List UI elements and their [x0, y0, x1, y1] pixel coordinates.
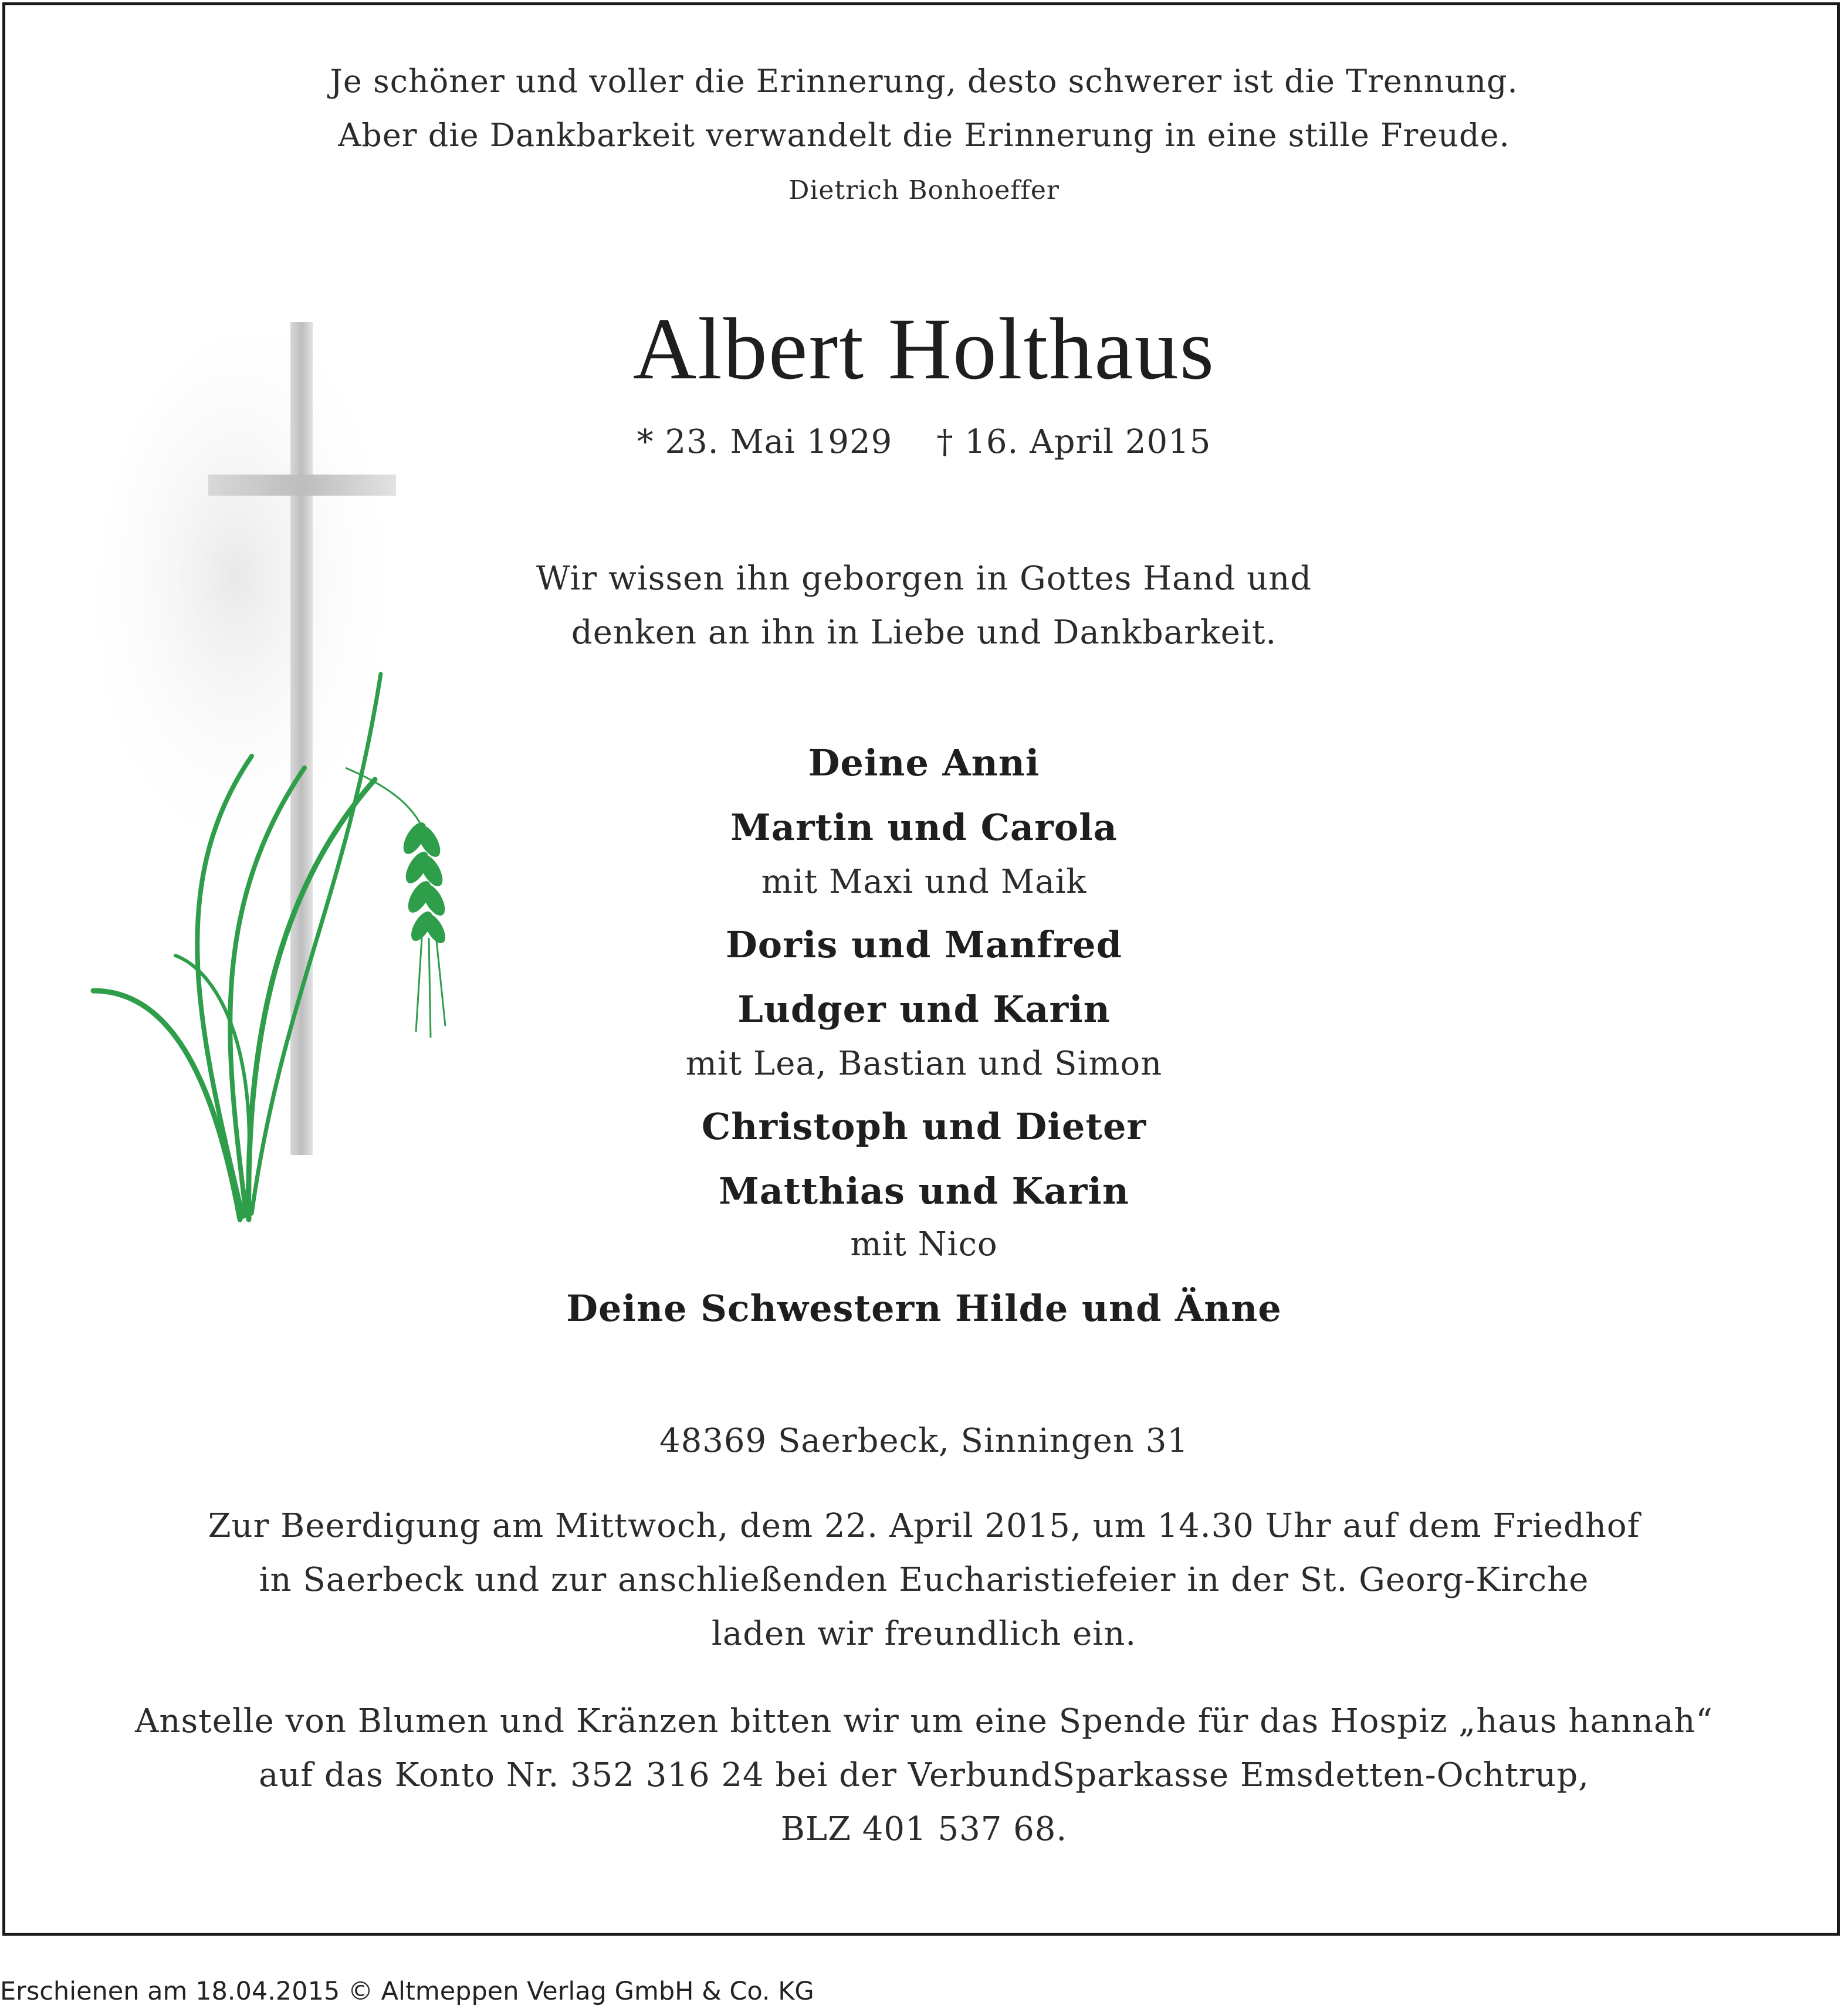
funeral-line-2: in Saerbeck und zur anschließenden Eucharistiefeier in der St. Georg-Kirche: [259, 1561, 1589, 1599]
mourner-subline: mit Maxi und Maik: [761, 863, 1087, 901]
mourner-line: Deine Anni: [808, 741, 1040, 784]
deceased-name: Albert Holthaus: [632, 300, 1216, 398]
message-line-2: denken an ihn in Liebe und Dankbarkeit.: [571, 614, 1277, 652]
donation-line-3: BLZ 401 537 68.: [780, 1810, 1068, 1848]
mourner-line: Christoph und Dieter: [701, 1105, 1147, 1148]
donation-line-1: Anstelle von Blumen und Kränzen bitten wir um eine Spende für das Hospiz „haus hannah“: [134, 1702, 1714, 1740]
obituary-notice: [2, 2, 1840, 1936]
address: 48369 Saerbeck, Sinningen 31: [659, 1422, 1189, 1460]
mourner-line: Matthias und Karin: [719, 1170, 1129, 1212]
message-line-1: Wir wissen ihn geborgen in Gottes Hand und: [536, 560, 1312, 598]
mourner-subline: mit Lea, Bastian und Simon: [685, 1045, 1163, 1083]
funeral-line-1: Zur Beerdigung am Mittwoch, dem 22. April 2015, um 14.30 Uhr auf dem Friedhof: [208, 1507, 1640, 1545]
quote-line-1: Je schöner und voller die Erinnerung, desto schwerer ist die Trennung.: [330, 63, 1518, 100]
donation-line-2: auf das Konto Nr. 352 316 24 bei der VerbundSparkasse Emsdetten-Ochtrup,: [258, 1756, 1590, 1794]
mourner-subline: mit Nico: [850, 1225, 998, 1263]
mourner-line: Deine Schwestern Hilde und Änne: [566, 1287, 1282, 1330]
quote-line-2: Aber die Dankbarkeit verwandelt die Erinnerung in eine stille Freude.: [338, 117, 1510, 154]
funeral-line-3: laden wir freundlich ein.: [711, 1615, 1137, 1653]
life-dates: * 23. Mai 1929 † 16. April 2015: [637, 423, 1211, 461]
mourner-line: Martin und Carola: [730, 806, 1118, 849]
mourner-line: Ludger und Karin: [737, 988, 1111, 1031]
publication-footer: Erschienen am 18.04.2015 © Altmeppen Verlag GmbH & Co. KG: [0, 1977, 814, 2006]
quote-author: Dietrich Bonhoeffer: [788, 175, 1060, 205]
mourner-line: Doris und Manfred: [726, 923, 1122, 966]
